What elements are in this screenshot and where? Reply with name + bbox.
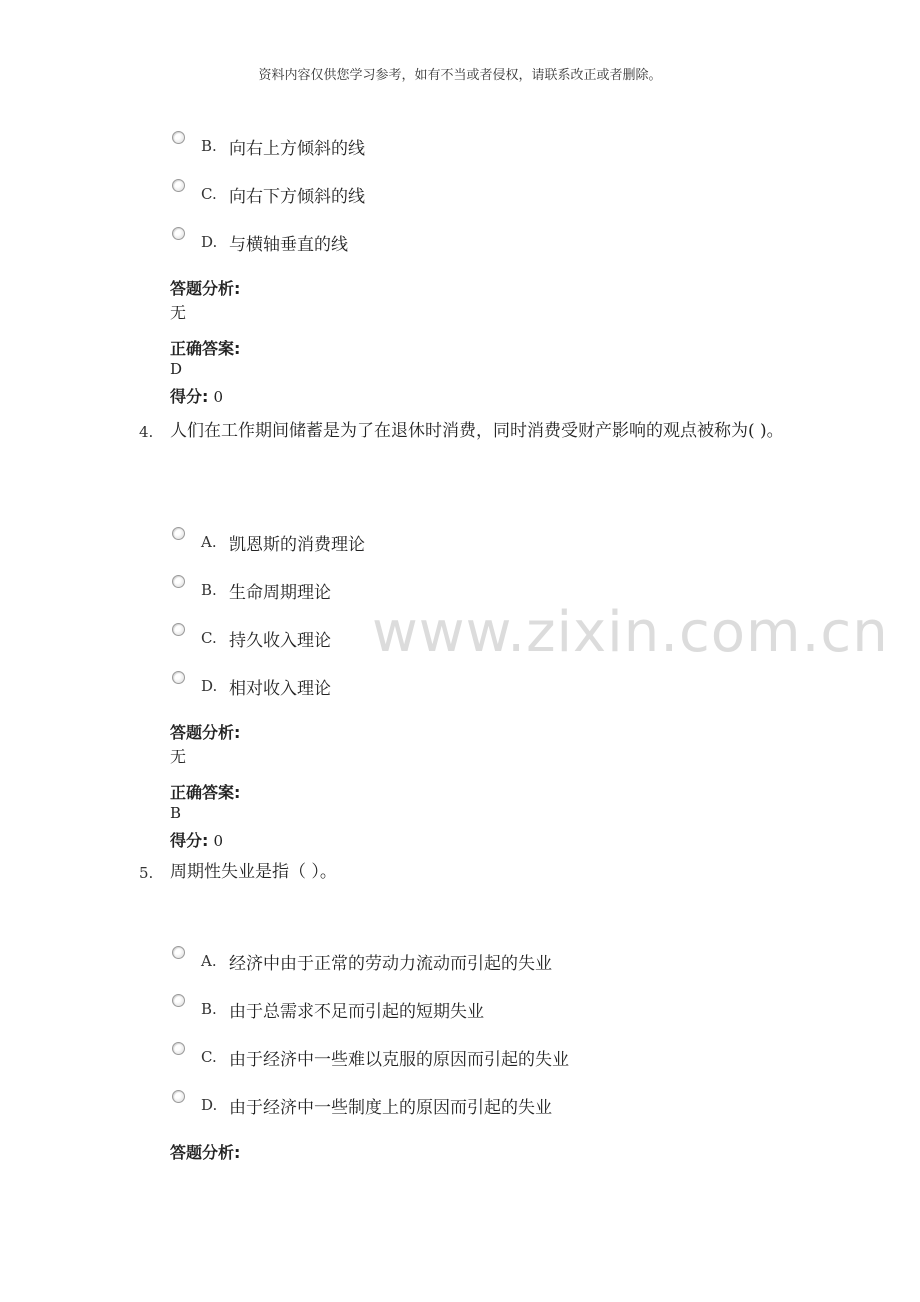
- radio-button-icon[interactable]: [172, 575, 185, 588]
- option-text: 由于经济中一些难以克服的原因而引起的失业: [229, 1050, 569, 1070]
- option-letter: C.: [201, 185, 217, 203]
- q4-number: 4.: [139, 423, 154, 441]
- option-letter: C.: [201, 1048, 217, 1066]
- score-label: 得分:: [170, 831, 209, 850]
- q3-option-c[interactable]: [172, 179, 792, 209]
- option-text: 由于经济中一些制度上的原因而引起的失业: [229, 1098, 552, 1118]
- q4-answer-value: B: [170, 804, 182, 822]
- radio-button-icon[interactable]: [172, 227, 185, 240]
- option-text: 由于总需求不足而引起的短期失业: [229, 1002, 484, 1022]
- option-letter: A.: [201, 952, 217, 970]
- q3-answer-label: 正确答案:: [170, 339, 241, 358]
- option-letter: D.: [201, 1096, 218, 1114]
- option-letter: B.: [201, 581, 217, 599]
- option-text: 与横轴垂直的线: [229, 235, 348, 255]
- score-value: 0: [213, 832, 224, 850]
- q5-option-d[interactable]: [172, 1090, 792, 1120]
- radio-button-icon[interactable]: [172, 623, 185, 636]
- radio-button-icon[interactable]: [172, 1042, 185, 1055]
- q4-option-a[interactable]: [172, 527, 792, 557]
- disclaimer-notice: 资料内容仅供您学习参考，如有不当或者侵权，请联系改正或者删除。: [258, 68, 662, 83]
- q4-analysis-value: 无: [170, 747, 187, 766]
- q3-analysis-value: 无: [170, 303, 187, 322]
- option-letter: B.: [201, 137, 217, 155]
- q4-question-text: 人们在工作期间储蓄是为了在退休时消费，同时消费受财产影响的观点被称为( )。: [170, 421, 784, 441]
- q5-option-c[interactable]: [172, 1042, 792, 1072]
- radio-button-icon[interactable]: [172, 131, 185, 144]
- option-text: 经济中由于正常的劳动力流动而引起的失业: [229, 954, 552, 974]
- score-value: 0: [213, 388, 224, 406]
- q3-answer-value: D: [170, 360, 183, 378]
- option-text: 生命周期理论: [229, 583, 331, 603]
- radio-button-icon[interactable]: [172, 946, 185, 959]
- q3-option-b[interactable]: [172, 131, 792, 161]
- q5-analysis-label: 答题分析:: [170, 1143, 241, 1162]
- option-letter: D.: [201, 677, 218, 695]
- q3-option-d[interactable]: [172, 227, 792, 257]
- q3-score: [170, 384, 223, 407]
- q4-analysis-label: 答题分析:: [170, 723, 241, 742]
- option-text: 向右下方倾斜的线: [229, 187, 365, 207]
- q5-option-b[interactable]: [172, 994, 792, 1024]
- q4-score: [170, 828, 223, 851]
- option-letter: C.: [201, 629, 217, 647]
- option-text: 向右上方倾斜的线: [229, 139, 365, 159]
- score-label: 得分:: [170, 387, 209, 406]
- option-text: 凯恩斯的消费理论: [229, 535, 365, 555]
- q5-question-text: 周期性失业是指（ ）。: [170, 862, 337, 882]
- option-letter: A.: [201, 533, 217, 551]
- radio-button-icon[interactable]: [172, 671, 185, 684]
- option-text: 相对收入理论: [229, 679, 331, 699]
- q3-analysis-label: 答题分析:: [170, 279, 241, 298]
- option-letter: B.: [201, 1000, 217, 1018]
- radio-button-icon[interactable]: [172, 1090, 185, 1103]
- q4-option-d[interactable]: [172, 671, 792, 701]
- radio-button-icon[interactable]: [172, 527, 185, 540]
- radio-button-icon[interactable]: [172, 179, 185, 192]
- q4-answer-label: 正确答案:: [170, 783, 241, 802]
- watermark: www.zixin.com.cn: [372, 600, 889, 665]
- option-text: 持久收入理论: [229, 631, 331, 651]
- q5-number: 5.: [139, 864, 154, 882]
- option-letter: D.: [201, 233, 218, 251]
- radio-button-icon[interactable]: [172, 994, 185, 1007]
- q5-option-a[interactable]: [172, 946, 792, 976]
